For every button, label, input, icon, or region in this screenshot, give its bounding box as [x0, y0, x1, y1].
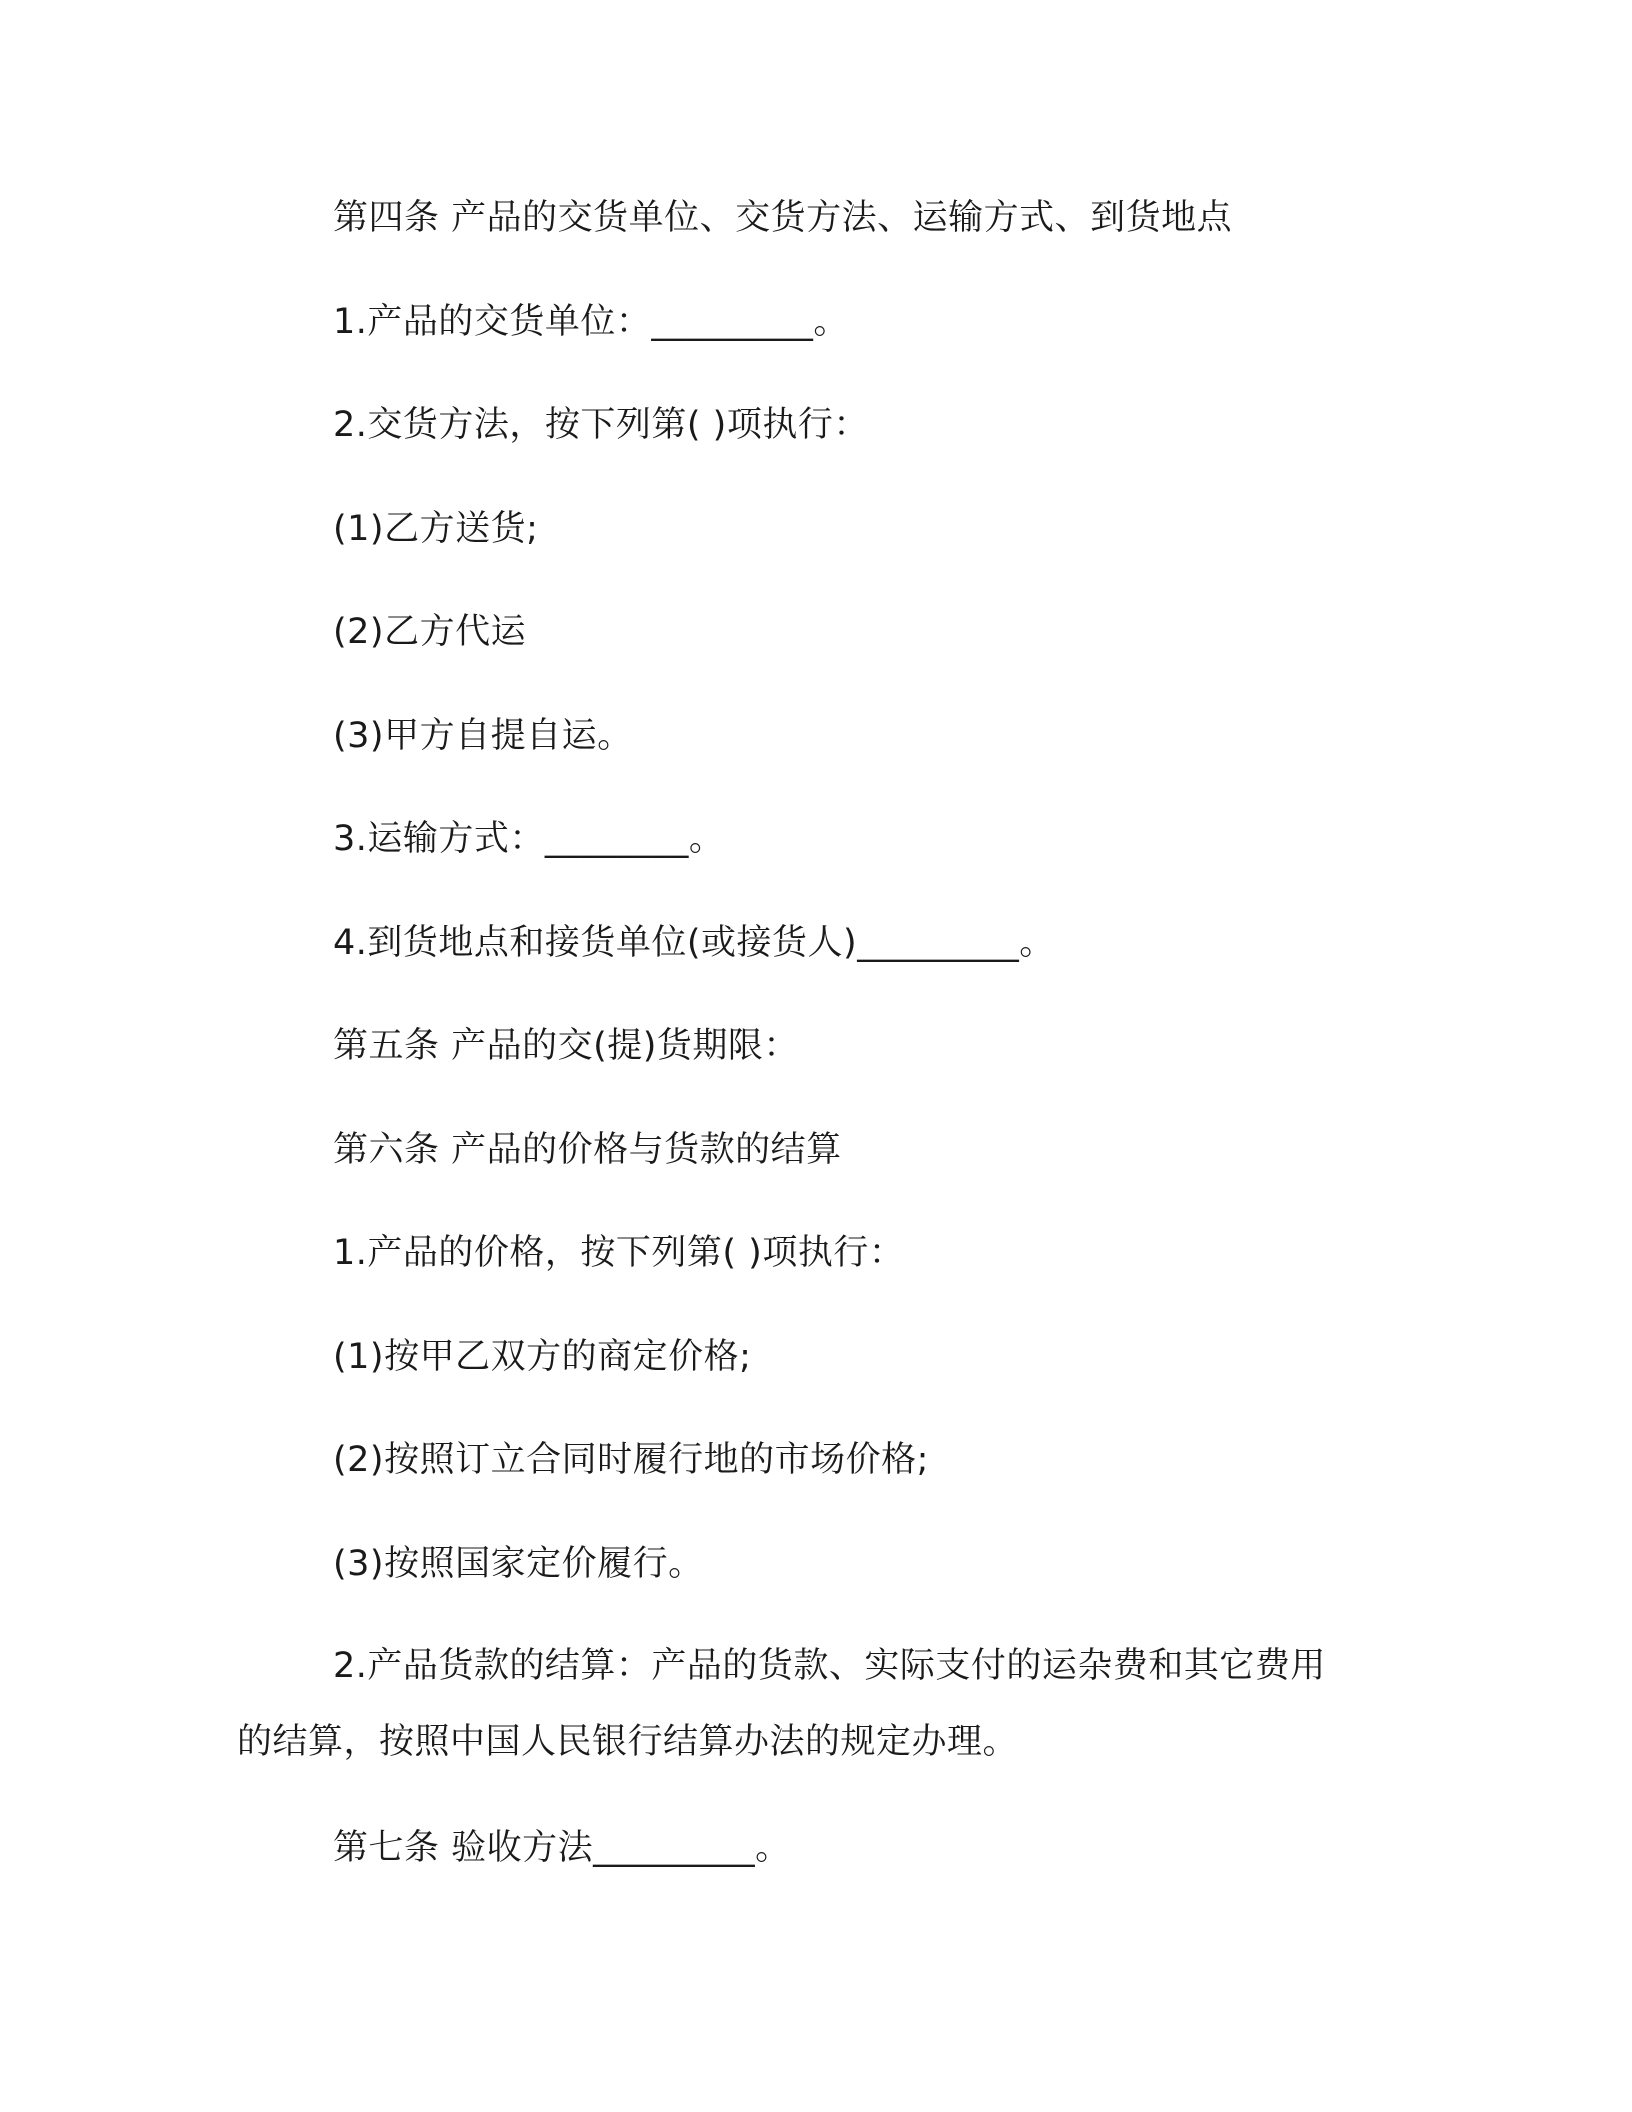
option-seller-delivery: (1)乙方送货;	[333, 509, 539, 549]
article-5-heading: 第五条 产品的交(提)货期限：	[333, 1026, 799, 1066]
option-state-price: (3)按照国家定价履行。	[333, 1544, 704, 1584]
option-negotiated-price: (1)按甲乙双方的商定价格;	[333, 1337, 752, 1377]
option-buyer-pickup: (3)甲方自提自运。	[333, 716, 633, 756]
delivery-method-line: 2.交货方法，按下列第( )项执行：	[333, 405, 869, 445]
article-6-heading: 第六条 产品的价格与货款的结算	[333, 1130, 842, 1170]
article-4-heading: 第四条 产品的交货单位、交货方法、运输方式、到货地点	[333, 198, 1233, 238]
arrival-location-line: 4.到货地点和接货单位(或接货人)_________。	[333, 923, 1055, 963]
settlement-paragraph	[237, 1628, 1397, 1780]
delivery-unit-line: 1.产品的交货单位：_________。	[333, 302, 849, 342]
price-line: 1.产品的价格，按下列第( )项执行：	[333, 1233, 905, 1273]
settlement-line-2: 的结算，按照中国人民银行结算办法的规定办理。	[237, 1722, 1019, 1762]
transport-method-line: 3.运输方式：________。	[333, 819, 725, 859]
option-seller-shipping: (2)乙方代运	[333, 612, 527, 652]
article-7-heading: 第七条 验收方法_________。	[333, 1828, 791, 1868]
settlement-line-1: 2.产品货款的结算：产品的货款、实际支付的运杂费和其它费用	[333, 1646, 1326, 1686]
option-market-price: (2)按照订立合同时履行地的市场价格;	[333, 1440, 929, 1480]
